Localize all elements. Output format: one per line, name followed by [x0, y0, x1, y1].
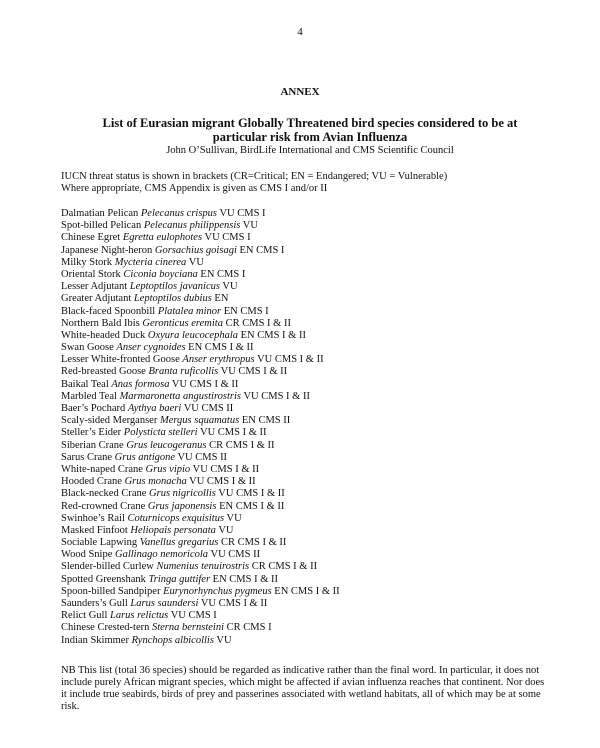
species-item: [61, 501, 561, 513]
species-status: VU: [222, 281, 238, 293]
species-item: [61, 537, 561, 549]
species-common-name: Greater Adjutant: [61, 293, 132, 305]
species-status: VU CMS I: [204, 232, 251, 244]
species-common-name: Chinese Egret: [61, 232, 121, 244]
species-common-name: Spotted Greenshank: [61, 573, 146, 585]
species-item: [61, 342, 561, 354]
species-common-name: Red-breasted Goose: [61, 366, 146, 378]
species-scientific-name: Branta ruficollis: [148, 366, 219, 378]
species-status: VU CMS II: [177, 451, 228, 463]
species-common-name: Oriental Stork: [61, 268, 121, 280]
species-item: [61, 318, 561, 330]
species-common-name: Lesser White-fronted Goose: [61, 354, 180, 366]
species-common-name: Swan Goose: [61, 342, 114, 354]
author-line: John O’Sullivan, BirdLife International and CMS Scientific Council: [166, 145, 454, 156]
species-status: EN CMS I & II: [240, 329, 306, 341]
species-status: CR CMS I & II: [209, 439, 275, 451]
species-item: [61, 245, 561, 257]
species-item: [61, 427, 561, 439]
species-status: EN CMS II: [241, 415, 291, 427]
species-item: [61, 513, 561, 525]
species-status: EN CMS I & II: [219, 500, 285, 512]
species-status: VU CMS I & II: [192, 463, 260, 475]
species-scientific-name: Anser cygnoides: [116, 342, 186, 354]
species-common-name: Marbled Teal: [61, 390, 117, 402]
species-status: EN CMS I & II: [188, 342, 254, 354]
species-scientific-name: Egretta eulophotes: [122, 232, 203, 244]
species-status: VU CMS I & II: [200, 427, 267, 439]
species-common-name: Siberian Crane: [61, 439, 124, 451]
species-item: [61, 269, 561, 281]
species-scientific-name: Rynchops albicollis: [131, 634, 214, 646]
species-item: [61, 586, 561, 598]
species-item: [61, 354, 561, 366]
species-common-name: Sociable Lapwing: [61, 537, 138, 549]
species-item: [61, 574, 561, 586]
species-item: [61, 330, 561, 342]
species-status: CR CMS I & II: [221, 537, 287, 549]
page-number: 4: [297, 26, 303, 38]
intro-block: [61, 171, 561, 195]
species-scientific-name: Aythya baeri: [127, 403, 182, 414]
species-status: VU: [226, 512, 242, 524]
species-status: EN: [214, 293, 229, 305]
species-scientific-name: Grus monacha: [124, 476, 187, 488]
species-status: EN CMS I & II: [274, 585, 340, 597]
species-item: [61, 476, 561, 488]
species-status: CR CMS I & II: [225, 317, 291, 329]
species-common-name: Relict Gull: [61, 610, 108, 622]
species-item: [61, 440, 561, 452]
annex-heading: ANNEX: [280, 86, 320, 98]
species-item: [61, 379, 561, 391]
species-common-name: Chinese Crested-tern: [61, 622, 150, 634]
species-scientific-name: Grus japonensis: [147, 500, 217, 512]
species-status: VU CMS I & II: [200, 598, 268, 609]
species-scientific-name: Leptoptilos javanicus: [129, 281, 220, 293]
species-common-name: Spoon-billed Sandpiper: [61, 585, 161, 597]
species-common-name: Red-crowned Crane: [61, 500, 146, 512]
species-item: [61, 622, 561, 634]
species-scientific-name: Vanellus gregarius: [139, 537, 219, 549]
species-scientific-name: Leptoptilos dubius: [133, 293, 212, 305]
species-scientific-name: Polysticta stelleri: [123, 427, 198, 439]
species-item: [61, 598, 561, 610]
species-status: VU: [216, 634, 232, 646]
species-item: [61, 306, 561, 318]
species-status: VU CMS I & II: [243, 390, 310, 402]
species-scientific-name: Grus antigone: [114, 451, 176, 463]
species-common-name: Northern Bald Ibis: [61, 317, 140, 329]
species-scientific-name: Grus vipio: [145, 463, 191, 475]
species-common-name: Dalmatian Pelican: [61, 208, 139, 219]
species-status: EN CMS I & II: [212, 573, 279, 585]
species-scientific-name: Grus leucogeranus: [126, 439, 207, 451]
species-item: [61, 293, 561, 305]
species-item: [61, 464, 561, 476]
species-common-name: White-headed Duck: [61, 329, 146, 341]
species-scientific-name: Larus relictus: [110, 610, 169, 622]
species-scientific-name: Tringa guttifer: [148, 573, 211, 585]
species-item: [61, 415, 561, 427]
species-status: VU CMS I: [219, 208, 266, 219]
species-scientific-name: Larus saundersi: [130, 598, 199, 609]
species-status: VU CMS I & II: [218, 488, 285, 500]
species-item: [61, 257, 561, 269]
species-common-name: Lesser Adjutant: [61, 281, 128, 293]
species-status: CR CMS I & II: [251, 561, 318, 573]
species-scientific-name: Coturnicops exquisitus: [127, 512, 225, 524]
species-item: [61, 525, 561, 537]
species-status: EN CMS I: [200, 268, 246, 280]
species-item: [61, 281, 561, 293]
species-common-name: Swinhoe’s Rail: [61, 512, 125, 524]
species-item: [61, 635, 561, 647]
species-item: [61, 366, 561, 378]
species-common-name: Scaly-sided Merganser: [61, 415, 158, 427]
species-scientific-name: Pelecanus crispus: [140, 208, 218, 219]
species-scientific-name: Mergus squamatus: [159, 415, 240, 427]
species-status: VU CMS I & II: [171, 378, 239, 390]
species-status: EN CMS I: [239, 244, 285, 256]
species-common-name: Wood Snipe: [61, 549, 113, 561]
species-scientific-name: Platalea minor: [157, 305, 222, 317]
document-title: List of Eurasian migrant Globally Threatened bird species considered to be at particular risk from Avian Influenza: [102, 116, 518, 144]
species-status: VU: [188, 256, 204, 268]
species-item: [61, 403, 561, 415]
species-status: VU CMS I & II: [189, 476, 256, 488]
species-common-name: Spot-billed Pelican: [61, 220, 142, 232]
species-common-name: White-naped Crane: [61, 463, 143, 475]
species-scientific-name: Anser erythropus: [182, 354, 255, 366]
species-status: VU CMS II: [210, 549, 261, 561]
species-scientific-name: Grus nigricollis: [149, 488, 216, 500]
species-common-name: Milky Stork: [61, 256, 113, 268]
species-common-name: Steller’s Eider: [61, 427, 122, 439]
species-scientific-name: Pelecanus philippensis: [143, 220, 241, 232]
species-status: VU CMS I: [170, 610, 217, 622]
species-common-name: Black-faced Spoonbill: [61, 305, 156, 317]
species-scientific-name: Gallinago nemoricola: [115, 549, 209, 561]
species-scientific-name: Ciconia boyciana: [123, 268, 198, 280]
species-common-name: Hooded Crane: [61, 476, 122, 488]
species-item: [61, 391, 561, 403]
species-scientific-name: Numenius tenuirostris: [156, 561, 250, 573]
species-scientific-name: Heliopais personata: [130, 524, 216, 536]
species-common-name: Baer’s Pochard: [61, 403, 126, 414]
species-status: VU CMS I & II: [257, 354, 324, 366]
species-item: [61, 561, 561, 573]
species-status: VU CMS II: [183, 403, 234, 414]
species-item: [61, 232, 561, 244]
species-item: [61, 549, 561, 561]
footnote: NB This list (total 36 species) should be regarded as indicative rather than the final word. In particular, it does not include purely African migrant species, which might be affected if avian influenza reaches that continent. Nor does it include true seabirds, birds of prey and passerines associated with wetland habitats, all of which may be at some risk.: [61, 665, 545, 712]
species-item: [61, 452, 561, 464]
species-common-name: Sarus Crane: [61, 451, 113, 463]
species-scientific-name: Geronticus eremita: [142, 317, 223, 329]
species-common-name: Indian Skimmer: [61, 634, 129, 646]
species-common-name: Black-necked Crane: [61, 488, 147, 500]
species-scientific-name: Anas formosa: [111, 378, 170, 390]
species-item: [61, 220, 561, 232]
species-common-name: Masked Finfoot: [61, 524, 128, 536]
species-scientific-name: Oxyura leucocephala: [147, 329, 238, 341]
species-status: VU: [218, 524, 234, 536]
species-scientific-name: Marmaronetta angustirostris: [119, 390, 242, 402]
species-common-name: Slender-billed Curlew: [61, 561, 154, 573]
species-list: [61, 208, 561, 647]
species-scientific-name: Sterna bernsteini: [151, 622, 225, 634]
species-item: [61, 488, 561, 500]
intro-line-status: IUCN threat status is shown in brackets (CR=Critical; EN = Endangered; VU = Vulnerable): [61, 171, 448, 182]
species-item: [61, 610, 561, 622]
species-status: VU: [242, 220, 258, 232]
species-item: [61, 208, 561, 220]
species-common-name: Saunders’s Gull: [61, 598, 128, 609]
species-scientific-name: Mycteria cinerea: [114, 256, 187, 268]
species-status: CR CMS I: [226, 622, 272, 634]
intro-line-appendix: Where appropriate, CMS Appendix is given as CMS I and/or II: [61, 183, 328, 194]
species-common-name: Baikal Teal: [61, 378, 109, 390]
species-scientific-name: Gorsachius goisagi: [154, 244, 237, 256]
species-common-name: Japanese Night-heron: [61, 244, 153, 256]
species-status: EN CMS I: [223, 305, 269, 317]
species-status: VU CMS I & II: [220, 366, 288, 378]
species-scientific-name: Eurynorhynchus pygmeus: [163, 585, 272, 597]
